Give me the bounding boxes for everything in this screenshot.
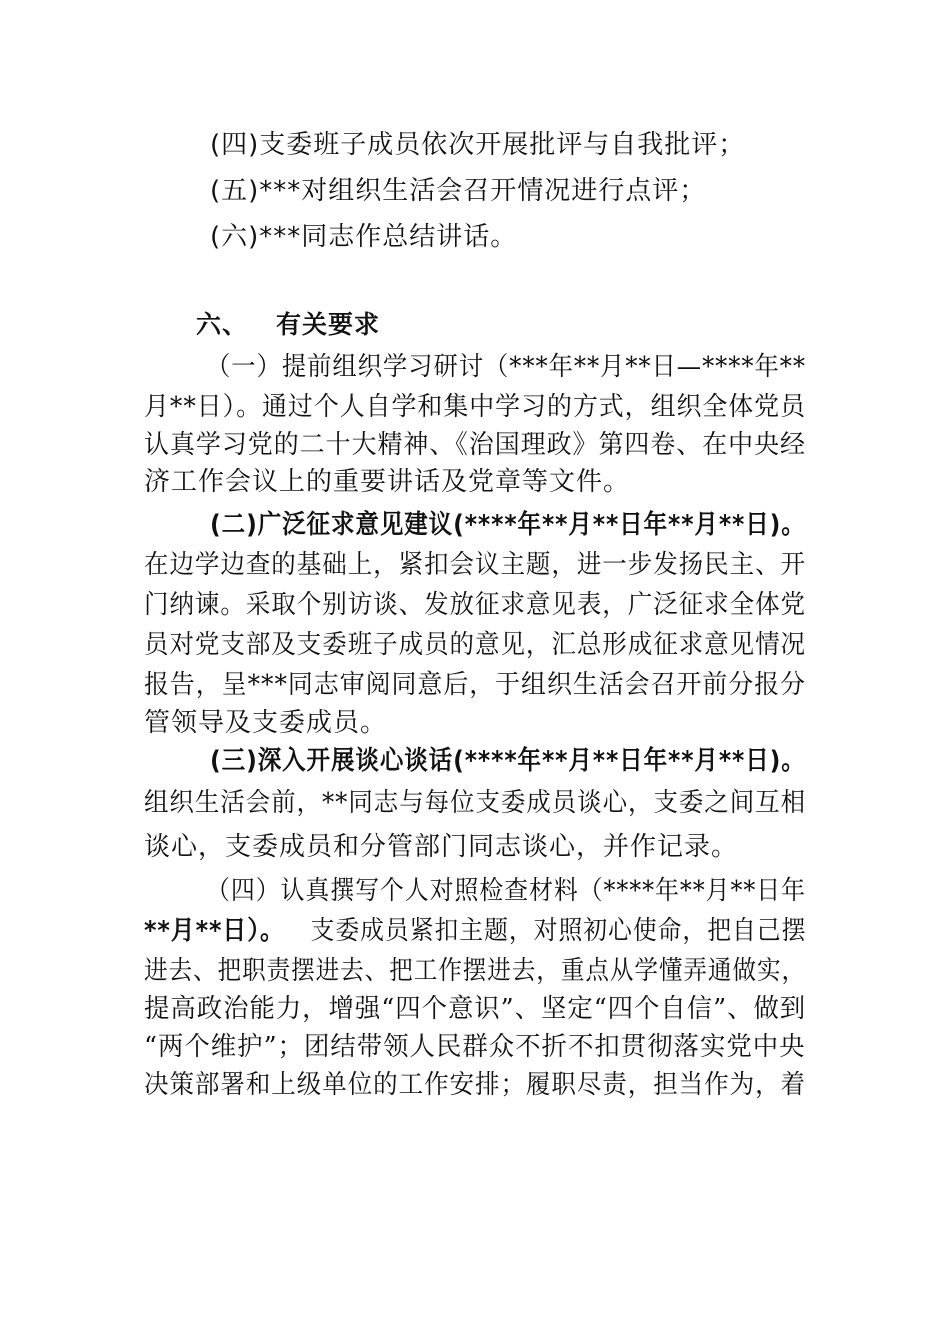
req2-line-1: 在边学边查的基础上，紧扣会议主题，进一步发扬民主、开 [144,550,807,580]
req4-line-4: 提高政治能力，增强“四个意识”、坚定“四个自信”、做到 [144,994,807,1024]
req4-line-2-text: 支委成员紧扣主题，对照初心使命，把自己摆 [310,916,807,946]
req3-line-1: 组织生活会前，**同志与每位支委成员谈心，支委之间互相 [144,788,807,818]
req4-line-2 [144,914,806,948]
req1-line-2: 月**日）。通过个人自学和集中学习的方式，组织全体党员 [144,392,807,422]
req2-line-3: 员对党支部及支委班子成员的意见，汇总形成征求意见情况 [144,630,807,660]
req1-line-1: （一）提前组织学习研讨（***年**月**日—****年** [206,352,806,382]
req4-line-6: 决策部署和上级单位的工作安排；履职尽责，担当作为，着 [144,1070,807,1100]
agenda-item-4: (四)支委班子成员依次开展批评与自我批评； [210,130,746,160]
req1-line-4: 济工作会议上的重要讲话及党章等文件。 [144,467,631,497]
req4-date-end: **月**日）。 [144,916,285,946]
agenda-item-5: (五)***对组织生活会召开情况进行点评； [210,176,707,206]
req4-line-1: （四）认真撰写个人对照检查材料（****年**月**日年 [206,876,806,906]
section-heading [196,308,380,342]
req3-line-2: 谈心，支委成员和分管部门同志谈心，并作记录。 [144,832,739,862]
req4-line-3: 进去、把职责摆进去、把工作摆进去，重点从学懂弄通做实， [144,956,807,986]
req2-line-2: 门纳谏。采取个别访谈、发放征求意见表，广泛征求全体党 [144,590,807,620]
req3-title: (三)深入开展谈心谈话(****年**月**日年**月**日)。 [210,746,806,776]
req2-line-4: 报告，呈***同志审阅同意后，于组织生活会召开前分报分 [144,670,807,700]
agenda-item-6: (六)***同志作总结讲话。 [210,222,518,252]
req2-line-5: 管领导及支委成员。 [144,708,388,738]
req1-line-3: 认真学习党的二十大精神、《治国理政》第四卷、在中央经 [144,430,807,460]
section-heading-number: 六、 [196,310,249,339]
section-heading-title: 有关要求 [276,310,381,339]
req2-title: (二)广泛征求意见建议(****年**月**日年**月**日)。 [210,510,806,540]
req4-line-5: “两个维护”；团结带领人民群众不折不扣贯彻落实党中央 [144,1032,806,1062]
